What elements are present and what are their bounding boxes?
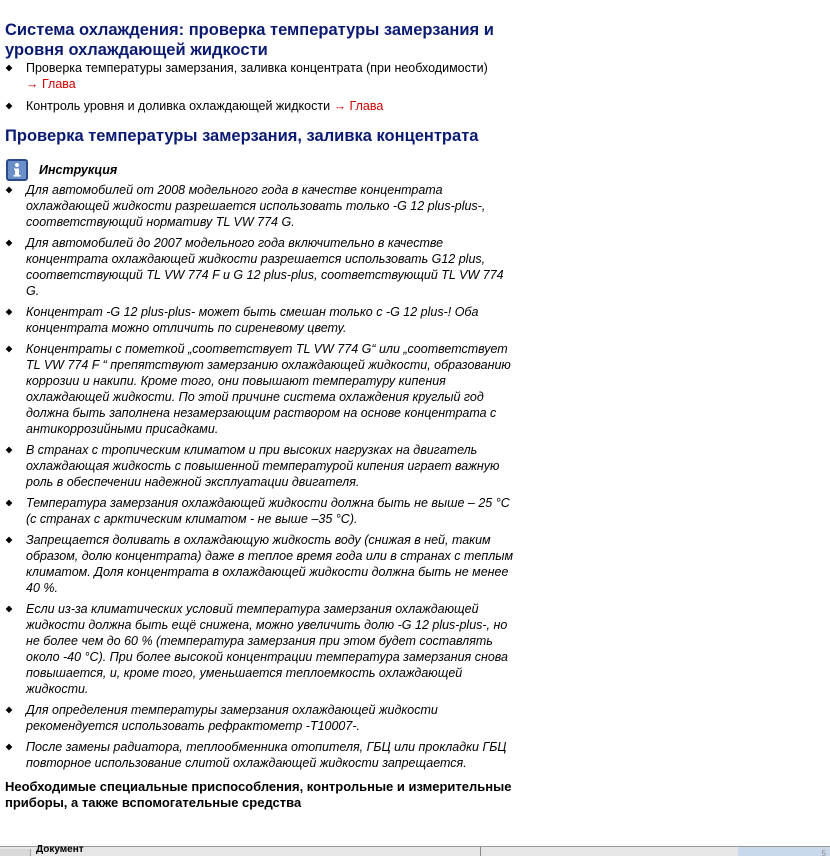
tools-heading: Необходимые специальные приспособления, контрольные и измерительные приборы, а также вспомогательные средства <box>5 779 512 810</box>
bullet-icon <box>6 187 13 194</box>
note-item: Для определения температуры замерзания охлаждающей жидкости рекомендуется использовать рефрактометр -T10007-. <box>5 702 520 734</box>
bullet-icon <box>6 309 13 316</box>
note-item: Если из-за климатических условий температура замерзания охлаждающей жидкости должна быть ещё снижена, можно увеличить долю -G 12 plus-plus-, но не более чем до 60 % (температура замерзания при этом будет составлять около -40 °C). При более высокой концентрации температура замерзания снова повышается, и, кроме того, уменьшается теплоемкость охлаждающей жидкости. <box>5 601 520 697</box>
note-item: Концентрат -G 12 plus-plus- может быть смешан только с -G 12 plus-! Оба концентрата можно отличить по сиреневому цвету. <box>5 304 520 336</box>
page-title: Система охлаждения: проверка температуры замерзания и уровня охлаждающей жидкости <box>5 21 494 59</box>
chapter-link[interactable]: → Глава <box>26 77 76 91</box>
note-item: Запрещается доливать в охлаждающую жидкость воду (снижая в ней, таким образом, долю концентрата) даже в теплое время года или в странах с теплым климатом. Доля концентрата в охлаждающей жидкости должна быть не менее 40 %. <box>5 532 520 596</box>
bullet-icon <box>6 537 13 544</box>
note-item: В странах с тропическим климатом и при высоких нагрузках на двигатель охлаждающая жидкость с повышенной температурой кипения играет важную роль в обеспечении надежной эксплуатации двигателя. <box>5 442 520 490</box>
bullet-icon <box>6 65 13 72</box>
status-label: Документ <box>36 844 84 855</box>
note-item: Температура замерзания охлаждающей жидкости должна быть не выше – 25 °C (с странах с арктическим климатом - не выше –35 °C). <box>5 495 520 527</box>
bullet-icon <box>6 707 13 714</box>
note-title: Инструкция <box>39 163 118 177</box>
note-header <box>5 158 520 182</box>
toc-item <box>5 60 520 92</box>
toc-list <box>5 60 520 114</box>
section-heading: Проверка температуры замерзания, заливка концентрата <box>5 127 479 145</box>
note-item: Для автомобилей до 2007 модельного года включительно в качестве концентрата охлаждающей жидкости разрешается использовать G12 plus, соответствующий TL VW 774 F и G 12 plus-plus, соответствующий TL VW 774 G. <box>5 235 520 299</box>
chapter-link[interactable]: → Глава <box>333 99 384 113</box>
bullet-icon <box>6 500 13 507</box>
page-number: 5 <box>821 849 826 858</box>
toc-item-text: Проверка температуры замерзания, заливка концентрата (при необходимости) <box>26 61 488 75</box>
bullet-icon <box>6 744 13 751</box>
note-item: После замены радиатора, теплообменника отопителя, ГБЦ или прокладки ГБЦ повторное использование слитой охлаждающей жидкости запрещается. <box>5 739 520 771</box>
bullet-icon <box>6 447 13 454</box>
bullet-icon <box>6 103 13 110</box>
toc-item <box>5 98 520 114</box>
note-item: Для автомобилей от 2008 модельного года в качестве концентрата охлаждающей жидкости разрешается использовать только -G 12 plus-plus-, соответствующий нормативу TL VW 774 G. <box>5 182 520 230</box>
note-list <box>5 182 520 771</box>
document-body <box>5 20 520 811</box>
bullet-icon <box>6 240 13 247</box>
toc-item-text: Контроль уровня и доливка охлаждающей жидкости <box>26 99 331 113</box>
bullet-icon <box>6 346 13 353</box>
bullet-icon <box>6 606 13 613</box>
note-item: Концентраты с пометкой „соответствует TL VW 774 G“ или „соответствует TL VW 774 F “ препятствуют замерзанию охлаждающей жидкости, образованию коррозии и накипи. Кроме того, они повышают температуру кипения охлаждающей жидкости. По этой причине система охлаждения круглый год должна быть заполнена незамерзающим раствором на основе концентрата с антикоррозийными присадками. <box>5 341 520 437</box>
info-icon <box>6 159 28 181</box>
